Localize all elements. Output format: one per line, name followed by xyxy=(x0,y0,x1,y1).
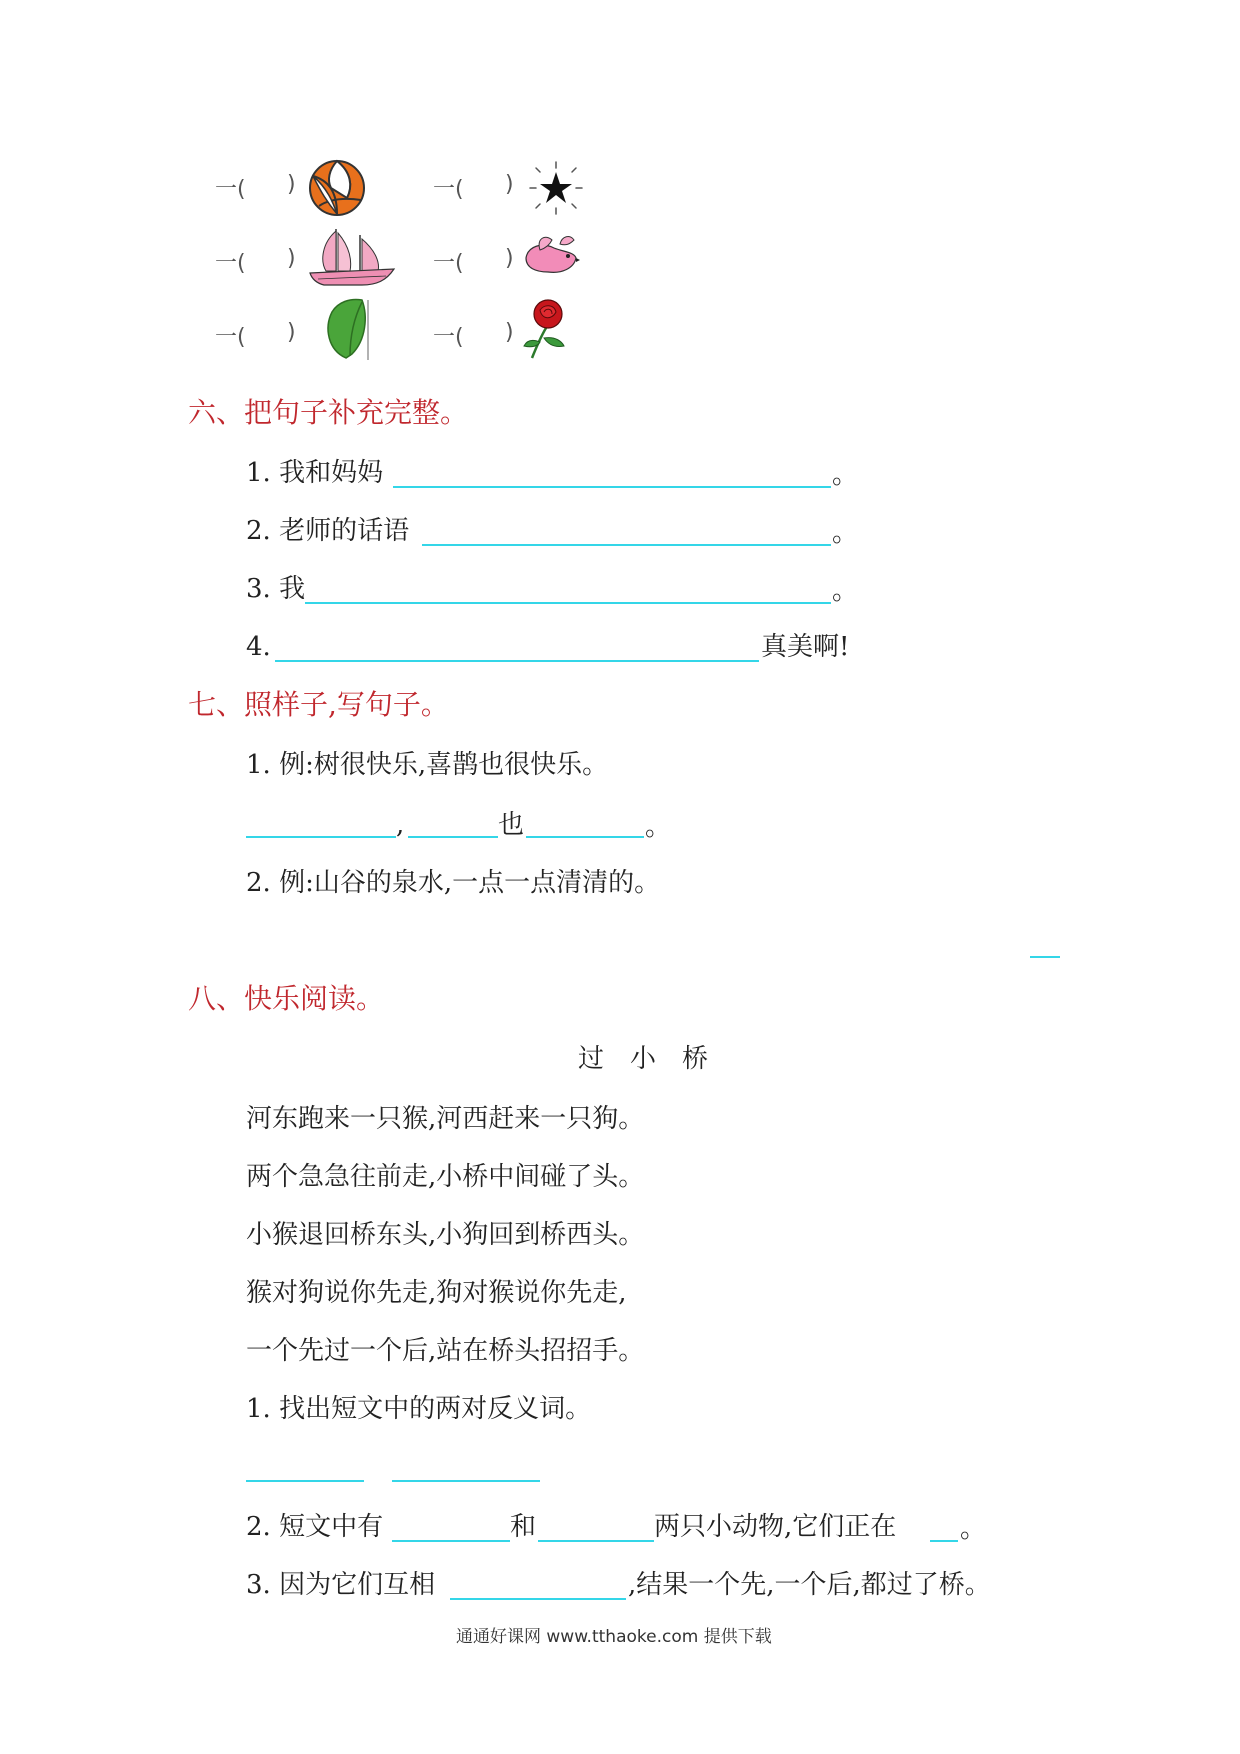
measure-word-prefix: 一( xyxy=(215,325,246,350)
poem-line: 一个先过一个后,站在桥头招招手。 xyxy=(246,1336,645,1366)
poem-line: 两个急急往前走,小桥中间碰了头。 xyxy=(246,1162,645,1192)
sentence-2-suffix: 。 xyxy=(832,518,859,548)
question-3-part-a: 3. 因为它们互相 xyxy=(246,1570,436,1600)
sentence-1-blank[interactable] xyxy=(393,486,831,488)
question-1: 1. 找出短文中的两对反义词。 xyxy=(246,1394,592,1424)
example-1: 1. 例:树很快乐,喜鹊也很快乐。 xyxy=(246,750,609,780)
imitate-blank-3[interactable] xyxy=(526,836,644,838)
section-8-heading: 八、快乐阅读。 xyxy=(188,982,385,1015)
sentence-2-prefix: 2. 老师的话语 xyxy=(246,516,410,546)
question-2-part-d: 。 xyxy=(960,1514,987,1544)
measure-word-suffix: ) xyxy=(287,172,296,197)
question-3-part-b: ,结果一个先,一个后,都过了桥。 xyxy=(628,1570,991,1600)
reason-blank[interactable] xyxy=(450,1598,626,1600)
measure-word-prefix: 一( xyxy=(215,251,246,276)
measure-word-prefix: 一( xyxy=(433,177,464,202)
poem-line: 小猴退回桥东头,小狗回到桥西头。 xyxy=(246,1220,645,1250)
imitate-blank-4[interactable] xyxy=(1030,956,1060,958)
measure-word-prefix: 一( xyxy=(215,177,246,202)
imitate-blank-1[interactable] xyxy=(246,836,396,838)
poem-title: 过 小 桥 xyxy=(578,1044,709,1074)
measure-word-prefix: 一( xyxy=(433,251,464,276)
question-2-part-c: 两只小动物,它们正在 xyxy=(654,1512,897,1542)
example-2: 2. 例:山谷的泉水,一点一点清清的。 xyxy=(246,868,661,898)
sentence-4-blank[interactable] xyxy=(275,660,759,662)
volleyball-icon xyxy=(307,158,367,218)
measure-word-prefix: 一( xyxy=(433,325,464,350)
sailboat-icon xyxy=(306,225,396,291)
bird-icon xyxy=(520,232,580,278)
imitate-blank-2[interactable] xyxy=(408,836,498,838)
section-7-heading: 七、照样子,写句子。 xyxy=(188,688,449,721)
measure-word-suffix: ) xyxy=(287,320,296,345)
sentence-3-prefix: 3. 我 xyxy=(246,574,306,604)
rose-icon xyxy=(522,298,574,360)
section-6-heading: 六、把句子补充完整。 xyxy=(188,396,469,429)
ye-word: 也 xyxy=(498,810,525,840)
measure-word-suffix: ) xyxy=(505,320,514,345)
measure-word-suffix: ) xyxy=(287,246,296,271)
leaf-icon xyxy=(322,296,370,360)
measure-word-suffix: ) xyxy=(505,172,514,197)
comma: , xyxy=(396,810,405,840)
antonym-blank-2[interactable] xyxy=(392,1480,540,1482)
question-2-part-a: 2. 短文中有 xyxy=(246,1512,384,1542)
sentence-4-prefix: 4. xyxy=(246,632,271,662)
sentence-3-suffix: 。 xyxy=(832,576,859,606)
footer-credit: 通通好课网 www.tthaoke.com 提供下载 xyxy=(456,1627,772,1647)
sentence-1-suffix: 。 xyxy=(832,460,859,490)
measure-word-suffix: ) xyxy=(505,246,514,271)
period: 。 xyxy=(645,812,672,842)
sentence-2-blank[interactable] xyxy=(422,544,831,546)
sentence-4-suffix: 真美啊! xyxy=(761,632,850,662)
poem-line: 河东跑来一只猴,河西赶来一只狗。 xyxy=(246,1104,645,1134)
action-blank[interactable] xyxy=(930,1540,958,1542)
animal-blank-1[interactable] xyxy=(392,1540,510,1542)
animal-blank-2[interactable] xyxy=(538,1540,654,1542)
star-icon xyxy=(528,160,584,216)
antonym-blank-1[interactable] xyxy=(246,1480,364,1482)
sentence-1-prefix: 1. 我和妈妈 xyxy=(246,458,384,488)
question-2-part-b: 和 xyxy=(510,1512,537,1542)
poem-line: 猴对狗说你先走,狗对猴说你先走, xyxy=(246,1278,627,1308)
sentence-3-blank[interactable] xyxy=(305,602,831,604)
